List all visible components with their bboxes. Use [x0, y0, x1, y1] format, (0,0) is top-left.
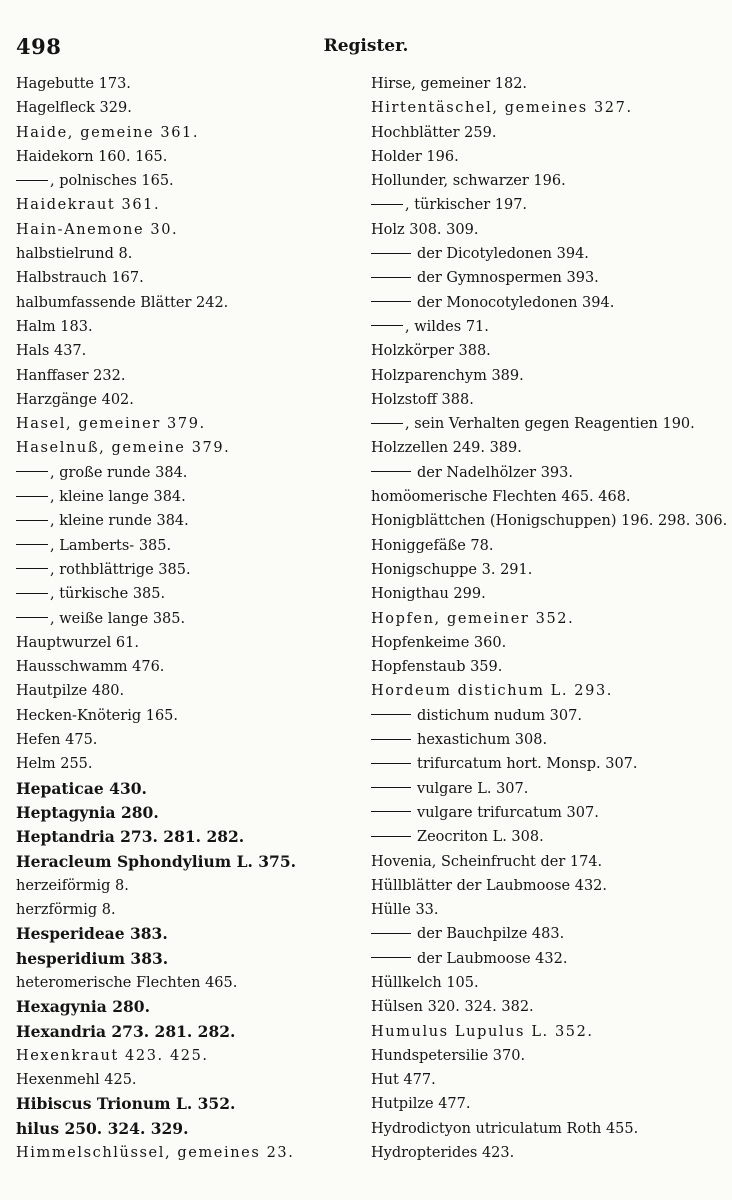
index-entry-text: Hutpilze 477. — [371, 1096, 471, 1113]
index-entry — [16, 898, 356, 922]
page-number: 498 — [16, 34, 62, 59]
index-entry — [371, 558, 723, 582]
index-entry-text: Hals 437. — [16, 343, 87, 360]
repeat-dash — [371, 714, 411, 715]
index-entry — [16, 412, 356, 436]
index-entry-text: Himmelschlüssel, gemeines 23. — [16, 1145, 295, 1162]
index-entry — [371, 534, 723, 558]
index-entry-text: Holzkörper 388. — [371, 343, 491, 360]
index-entry — [16, 1044, 356, 1068]
index-entry — [16, 752, 356, 776]
index-entry-text: Halm 183. — [16, 318, 93, 335]
index-entry-text: der Nadelhölzer 393. — [417, 464, 573, 481]
index-entry — [16, 995, 356, 1019]
index-entry-text: heteromerische Flechten 465. — [16, 974, 238, 991]
repeat-dash — [371, 277, 411, 278]
index-entry — [371, 1092, 723, 1116]
index-column-left — [16, 72, 356, 1165]
index-entry — [16, 169, 356, 193]
index-entry — [371, 218, 723, 242]
index-entry — [16, 242, 356, 266]
index-entry — [371, 412, 723, 436]
index-entry — [371, 995, 723, 1019]
index-entry-text: Holzstoff 388. — [371, 391, 474, 408]
repeat-dash — [16, 593, 48, 594]
index-entry — [371, 582, 723, 606]
repeat-dash — [371, 836, 411, 837]
index-entry-text: Hanffaser 232. — [16, 367, 126, 384]
index-entry — [371, 436, 723, 460]
index-entry-text: Haselnuß, gemeine 379. — [16, 440, 231, 457]
index-entry — [16, 193, 356, 217]
index-entry-text: Honigthau 299. — [371, 586, 486, 603]
index-entry-text: Hexandria 273. 281. 282. — [16, 1021, 236, 1041]
index-entry-text: Holder 196. — [371, 148, 459, 165]
index-entry — [371, 315, 723, 339]
index-entry — [16, 534, 356, 558]
index-entry — [16, 947, 356, 971]
index-entry — [371, 971, 723, 995]
index-entry-text: Holzzellen 249. 389. — [371, 440, 522, 457]
index-entry — [16, 582, 356, 606]
index-entry-text: , türkischer 197. — [405, 197, 528, 214]
index-entry — [16, 679, 356, 703]
index-entry — [371, 898, 723, 922]
index-entry — [371, 922, 723, 946]
index-entry-text: Heracleum Sphondylium L. 375. — [16, 851, 297, 871]
index-entry-text: herzeiförmig 8. — [16, 877, 129, 894]
index-entry — [371, 850, 723, 874]
index-entry-text: Holzparenchym 389. — [371, 367, 524, 384]
index-entry-text: Hagelfleck 329. — [16, 100, 132, 117]
index-entry-text: Haidekorn 160. 165. — [16, 148, 168, 165]
index-entry-text: vulgare trifurcatum 307. — [417, 804, 599, 821]
index-entry-text: hexastichum 308. — [417, 732, 548, 749]
index-entry-text: trifurcatum hort. Monsp. 307. — [417, 756, 638, 773]
index-entry — [371, 509, 728, 533]
index-entry — [16, 874, 356, 898]
index-entry-text: Hülle 33. — [371, 902, 439, 919]
index-entry-text: Honigblättchen (Honigschuppen) 196. 298. 306. — [371, 513, 728, 530]
index-entry-text: Hopfenstaub 359. — [371, 659, 503, 676]
index-entry-text: Hexagynia 280. — [16, 997, 150, 1017]
index-entry — [16, 971, 356, 995]
index-entry-text: Hülsen 320. 324. 382. — [371, 999, 534, 1016]
index-entry — [371, 1020, 723, 1044]
index-entry — [16, 728, 356, 752]
index-entry — [16, 461, 356, 485]
index-entry-text: , kleine lange 384. — [50, 489, 186, 506]
index-entry — [16, 291, 356, 315]
index-entry — [16, 631, 356, 655]
index-entry — [371, 169, 723, 193]
index-entry-text: Haidekraut 361. — [16, 197, 161, 214]
index-entry-text: Humulus Lupulus L. 352. — [371, 1023, 594, 1040]
index-entry — [371, 96, 723, 120]
index-entry — [16, 607, 356, 631]
index-entry-text: , kleine runde 384. — [50, 513, 189, 530]
index-entry-text: , türkische 385. — [50, 586, 166, 603]
index-entry — [371, 679, 723, 703]
index-entry-text: Hordeum distichum L. 293. — [371, 683, 613, 700]
index-entry — [16, 485, 356, 509]
index-entry — [371, 291, 723, 315]
index-entry-text: Hautpilze 480. — [16, 683, 125, 700]
index-entry-text: Heptagynia 280. — [16, 802, 159, 822]
index-entry — [371, 801, 723, 825]
repeat-dash — [16, 520, 48, 521]
index-entry-text: , weiße lange 385. — [50, 610, 186, 627]
repeat-dash — [16, 544, 48, 545]
index-entry — [16, 1020, 356, 1044]
index-entry-text: halbstielrund 8. — [16, 246, 133, 263]
index-entry — [16, 850, 356, 874]
index-entry-text: der Bauchpilze 483. — [417, 926, 565, 943]
index-entry — [371, 704, 723, 728]
index-entry-text: hesperidium 383. — [16, 948, 169, 968]
index-entry-text: vulgare L. 307. — [417, 780, 529, 797]
index-entry — [371, 631, 723, 655]
index-entry — [16, 704, 356, 728]
index-entry — [371, 266, 723, 290]
index-entry — [16, 315, 356, 339]
index-entry-text: Hopfenkeime 360. — [371, 634, 507, 651]
repeat-dash — [371, 787, 411, 788]
repeat-dash — [371, 204, 403, 205]
index-entry — [371, 193, 723, 217]
repeat-dash — [371, 763, 411, 764]
repeat-dash — [371, 301, 411, 302]
index-entry — [16, 558, 356, 582]
index-entry-text: Hecken-Knöterig 165. — [16, 707, 179, 724]
index-entry — [16, 655, 356, 679]
index-entry — [371, 752, 723, 776]
index-entry — [371, 388, 723, 412]
index-entry — [16, 801, 356, 825]
index-entry-text: herzförmig 8. — [16, 902, 116, 919]
index-entry-text: Hain-Anemone 30. — [16, 221, 179, 238]
index-entry-text: Hesperideae 383. — [16, 924, 168, 944]
index-entry — [371, 72, 723, 96]
index-entry — [16, 777, 356, 801]
index-entry-text: , polnisches 165. — [50, 173, 174, 190]
repeat-dash — [371, 253, 411, 254]
index-entry — [371, 485, 723, 509]
index-entry-text: Hopfen, gemeiner 352. — [371, 610, 575, 627]
index-entry — [371, 1117, 723, 1141]
index-entry-text: Hefen 475. — [16, 732, 98, 749]
index-entry-text: Holz 308. 309. — [371, 221, 479, 238]
index-entry-text: Zeocriton L. 308. — [417, 829, 544, 846]
index-entry — [371, 728, 723, 752]
index-column-right — [371, 72, 728, 1165]
index-entry-text: Helm 255. — [16, 756, 93, 773]
index-entry-text: der Gymnospermen 393. — [417, 270, 599, 287]
index-entry-text: Hut 477. — [371, 1072, 436, 1089]
index-entry-text: , große runde 384. — [50, 464, 188, 481]
index-entry-text: Hüllblätter der Laubmoose 432. — [371, 877, 608, 894]
repeat-dash — [371, 325, 403, 326]
repeat-dash — [16, 568, 48, 569]
index-entry-text: Hexenkraut 423. 425. — [16, 1047, 209, 1064]
repeat-dash — [16, 180, 48, 181]
index-entry — [16, 1092, 356, 1116]
index-entry-text: Halbstrauch 167. — [16, 270, 144, 287]
index-entry — [371, 1141, 723, 1165]
index-entry-text: hilus 250. 324. 329. — [16, 1118, 189, 1138]
index-entry-text: Hirse, gemeiner 182. — [371, 76, 528, 92]
index-entry-text: Hirtentäschel, gemeines 327. — [371, 100, 633, 117]
index-entry-text: der Laubmoose 432. — [417, 950, 568, 967]
index-entry-text: Harzgänge 402. — [16, 391, 134, 408]
running-head: Register. — [323, 36, 409, 56]
index-entry — [371, 947, 723, 971]
index-entry — [371, 145, 723, 169]
index-entry-text: Haide, gemeine 361. — [16, 124, 200, 141]
index-entry — [16, 825, 356, 849]
index-entry-text: der Dicotyledonen 394. — [417, 246, 589, 263]
index-entry — [371, 655, 723, 679]
repeat-dash — [371, 471, 411, 472]
index-entry-text: Hüllkelch 105. — [371, 974, 479, 991]
index-entry-text: Hasel, gemeiner 379. — [16, 416, 206, 433]
index-entry-text: halbumfassende Blätter 242. — [16, 294, 229, 311]
index-entry — [371, 1044, 723, 1068]
repeat-dash — [16, 471, 48, 472]
index-entry — [371, 1068, 723, 1092]
index-entry-text: , Lamberts- 385. — [50, 537, 172, 554]
repeat-dash — [16, 496, 48, 497]
index-entry-text: Hepaticae 430. — [16, 778, 147, 798]
index-entry — [16, 509, 356, 533]
repeat-dash — [371, 811, 411, 812]
index-entry — [16, 388, 356, 412]
index-entry — [371, 242, 723, 266]
index-entry-text: Hollunder, schwarzer 196. — [371, 173, 566, 190]
index-entry — [16, 922, 356, 946]
index-entry-text: Hydrodictyon utriculatum Roth 455. — [371, 1120, 639, 1137]
index-entry-text: Hovenia, Scheinfrucht der 174. — [371, 853, 603, 870]
index-entry — [371, 339, 723, 363]
index-entry-text: Hydropterides 423. — [371, 1145, 515, 1162]
index-entry — [371, 461, 723, 485]
repeat-dash — [371, 933, 411, 934]
index-entry — [371, 874, 723, 898]
index-entry — [16, 96, 356, 120]
index-entry-text: der Monocotyledonen 394. — [417, 294, 615, 311]
repeat-dash — [16, 617, 48, 618]
index-entry-text: , wildes 71. — [405, 318, 489, 335]
index-entry — [16, 1068, 356, 1092]
index-entry-text: Honigschuppe 3. 291. — [371, 561, 533, 578]
index-entry-text: Hundspetersilie 370. — [371, 1047, 526, 1064]
index-entry-text: , sein Verhalten gegen Reagentien 190. — [405, 416, 695, 433]
index-entry — [371, 121, 723, 145]
index-entry — [16, 218, 356, 242]
index-entry — [371, 777, 723, 801]
index-entry-text: Hexenmehl 425. — [16, 1072, 137, 1089]
index-entry — [371, 364, 723, 388]
index-entry-text: Hagebutte 173. — [16, 76, 131, 92]
index-entry — [16, 121, 356, 145]
index-entry-text: Hausschwamm 476. — [16, 659, 165, 676]
index-entry — [16, 145, 356, 169]
index-entry-text: Hauptwurzel 61. — [16, 634, 139, 651]
index-entry — [371, 607, 723, 631]
index-entry — [16, 1141, 356, 1165]
index-entry-text: Hochblätter 259. — [371, 124, 497, 141]
index-entry-text: Heptandria 273. 281. 282. — [16, 827, 245, 847]
index-entry — [16, 72, 356, 96]
index-entry-text: Hibiscus Trionum L. 352. — [16, 1094, 236, 1114]
index-entry-text: distichum nudum 307. — [417, 707, 582, 724]
index-entry — [16, 436, 356, 460]
repeat-dash — [371, 739, 411, 740]
index-entry — [16, 1117, 356, 1141]
index-entry-text: homöomerische Flechten 465. 468. — [371, 489, 631, 506]
repeat-dash — [371, 957, 411, 958]
index-entry-text: , rothblättrige 385. — [50, 561, 191, 578]
index-entry — [371, 825, 723, 849]
index-entry — [16, 364, 356, 388]
index-entry — [16, 266, 356, 290]
index-entry-text: Honiggefäße 78. — [371, 537, 494, 554]
repeat-dash — [371, 423, 403, 424]
index-entry — [16, 339, 356, 363]
